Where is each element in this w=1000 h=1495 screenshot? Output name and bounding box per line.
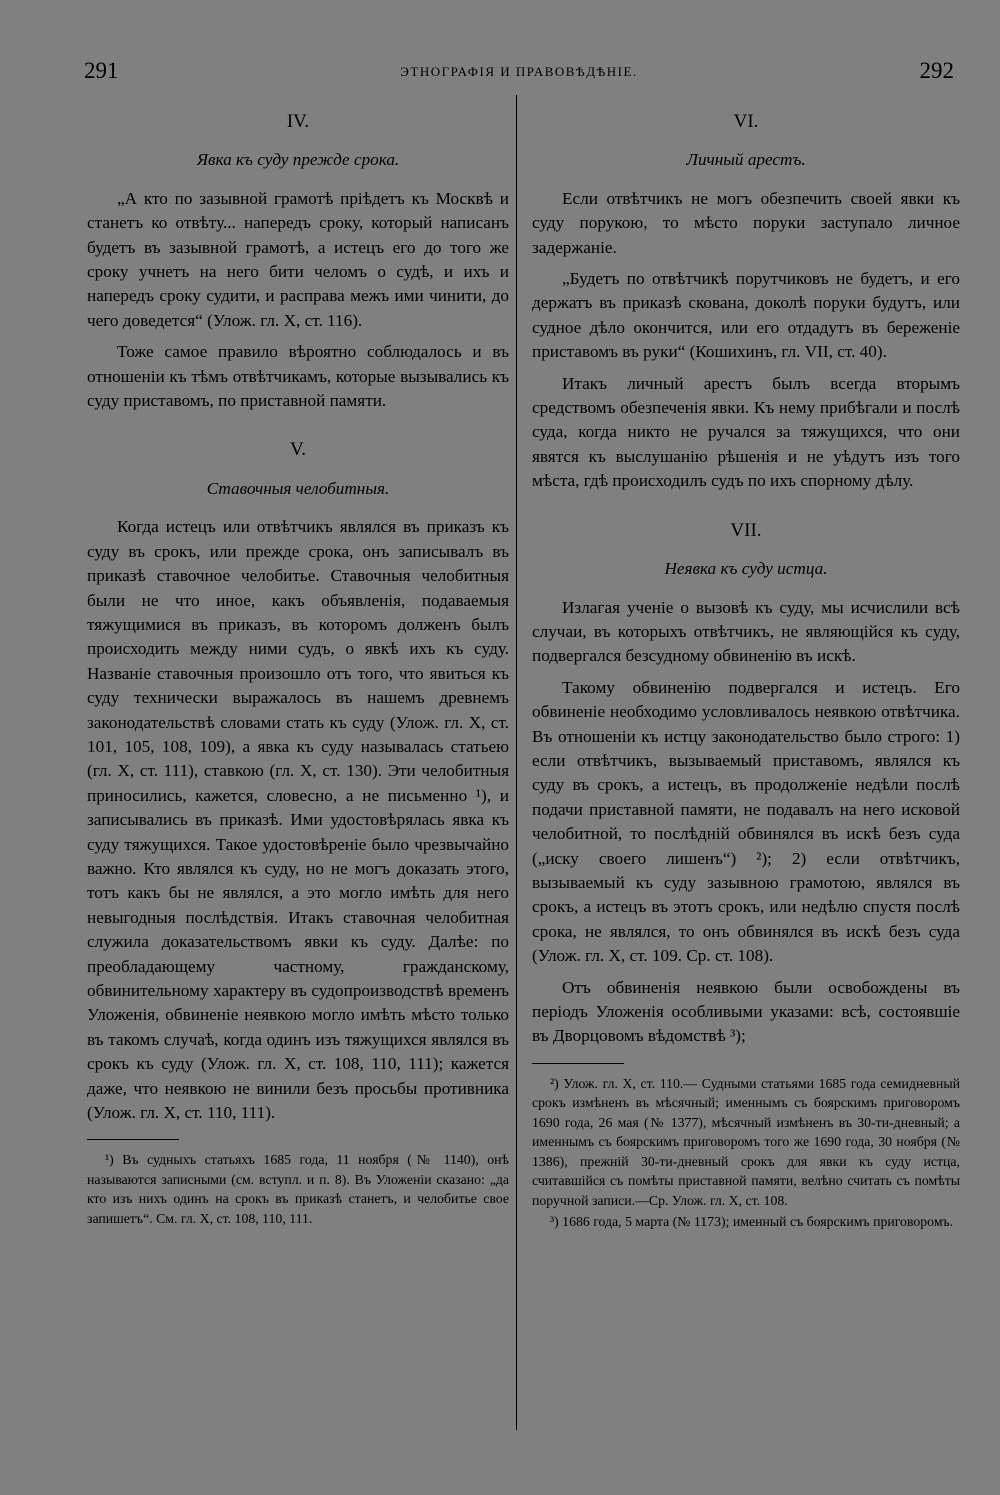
running-title: ЭТНОГРАФІЯ И ПРАВОВѢДѢНІЕ. [400,64,638,79]
section-title: Личный арестъ. [686,150,806,170]
section-title: Неявка къ суду истца. [664,559,828,579]
paragraph: Отъ обвиненія неявкою были освобождены въ періодъ Уложенія особливыми указами: всѣ, состоявшіе въ Дворцовомъ вѣдомствѣ ³); [532,977,960,1046]
page-number-right: 292 [919,58,954,83]
page-number-left: 291 [84,58,119,83]
column-divider [516,95,517,1430]
paragraph: Такому обвиненію подвергался и истецъ. Его обвиненіе необходимо условливалось неявкою отвѣтчика. Въ отношеніи къ истцу законодательство было строго: 1) если отвѣтчикъ, вызываемый приставомъ, являлся къ суду въ срокъ, а истецъ, въ продолженіе недѣли послѣ подачи приставной памяти, не подавалъ на него исковой челобитной, то послѣдній обвинялся въ искѣ безъ суда („иску своего лишенъ“) ²); 2) если отвѣтчикъ, вызываемый къ суду зазывною грамотою, являлся въ срокъ, а истецъ въ этотъ срокъ, или недѣлю спустя послѣ срока, не являлся, то онъ обвинялся въ искѣ безъ суда (Улож. гл. X, ст. 109. Ср. ст. 108). [532,677,960,966]
footnote: ¹) Въ судныхъ статьяхъ 1685 года, 11 ноября (№ 1140), онѣ называются записными (см. вступл. и п. 8). Въ Уложеніи сказано: „да кто изъ нихъ одинъ на срокъ въ приказѣ станетъ, и челобитье свое запишетъ“. См. гл. X, ст. 108, 110, 111. [87,1152,509,1226]
footnote: ³) 1686 года, 5 марта (№ 1173); именный съ боярскимъ приговоромъ. [550,1214,954,1230]
footnote: ²) Улож. гл. X, ст. 110.— Судными статьями 1685 года семидневный срокъ измѣненъ въ мѣсячный; именнымъ съ боярскимъ приговоромъ 1690 года, 26 мая (№ 1377), мѣсячный измѣненъ въ 30-ти-дневный; а именнымъ съ боярскимъ приговоромъ того же 1690 года, 30 ноября (№ 1386), прежній 30-ти-дневный срокъ для явки къ суду истца, считавшійся съ помѣты приставной памяти, велѣно считать съ помѣты поручной записи.—Ср. Улож. гл. X, ст. 108. [532,1075,960,1208]
left-column [87,110,509,1230]
section-title: Ставочныя челобитныя. [206,478,390,498]
paragraph: Излагая ученіе о вызовѣ къ суду, мы исчислили всѣ случаи, въ которыхъ отвѣтчикъ, не являющійся къ суду, подвергался безсудному обвиненію въ искѣ. [532,597,960,666]
paragraph: Если отвѣтчикъ не могъ обезпечить своей явки къ суду порукою, то мѣсто поруки заступало личное задержаніе. [532,188,960,257]
section-number: IV. [286,111,310,132]
footnote-rule [532,1063,624,1064]
section-number: VI. [733,111,759,132]
paragraph: „А кто по зазывной грамотѣ пріѣдетъ къ Москвѣ и станетъ ко отвѣту... напередъ сроку, который написанъ будетъ въ зазывной грамотѣ, а истецъ его до того же сроку учнетъ на него бити челомъ о судѣ, и ихъ и напередъ сроку судити, и расправа межъ ими чинити, до чего доведется“ (Улож. гл. X, ст. 116). [87,188,509,330]
paragraph: Итакъ личный арестъ былъ всегда вторымъ средствомъ обезпеченія явки. Къ нему прибѣгали и послѣ суда, когда никто не ручался за тяжущихся, что они явятся къ выслушанію рѣшенія и не уѣдутъ изъ того мѣста, гдѣ происходилъ судъ по ихъ спорному дѣлу. [532,373,960,491]
section-title: Явка къ суду прежде срока. [196,150,400,170]
right-column [532,110,960,1234]
paragraph: Тоже самое правило вѣроятно соблюдалось и въ отношеніи къ тѣмъ отвѣтчикамъ, которые вызывались къ суду приставомъ, по приставной памяти. [87,342,509,411]
paragraph: Когда истецъ или отвѣтчикъ являлся въ приказъ къ суду въ срокъ, или прежде срока, онъ записывалъ въ приказѣ ставочное челобитье. Ставочныя челобитныя были не что иное, какъ объявленія, подаваемыя тяжущимися въ приказъ, въ которомъ долженъ былъ происходить между ними судъ, о явкѣ ихъ къ суду. Названіе ставочныя произошло отъ того, что явиться къ суду технически выражалось въ нашемъ древнемъ законодательствѣ словами стать къ суду (Улож. гл. X, ст. 101, 105, 108, 109), а явка къ суду называлась статьею (гл. X, ст. 111), ставкою (гл. X, ст. 130). Эти челобитныя приносились, кажется, словесно, а не письменно ¹), и записывались въ приказѣ. Ими удостовѣрялась явка къ суду тяжущихся. Такое удостовѣреніе было чрезвычайно важно. Кто являлся къ суду, но не могъ доказать этого, тотъ какъ бы не являлся, а это могло имѣть для него невыгодныя послѣдствія. Итакъ ставочная челобитная служила доказательствомъ явки къ суду. Далѣе: по преобладающему частному, гражданскому, обвинительному характеру въ судопроизводствѣ временъ Уложенія, обвиненіе неявкою могло имѣть мѣсто только въ такомъ случаѣ, когда одинъ изъ тяжущихся являлся въ срокъ къ суду (Улож. гл. X, ст. 108, 110, 111); кажется даже, что неявкою не винили безъ просьбы противника (Улож. гл. X, ст. 110, 111). [87,517,509,1123]
section-number: VII. [730,519,762,541]
paragraph: „Будетъ по отвѣтчикѣ порутчиковъ не будетъ, и его держатъ въ приказѣ скована, доколѣ поруки будутъ, или судное дѣло окончится, или его отдадутъ въ береженіе приставомъ въ руки“ (Кошихинъ, гл. VII, ст. 40). [532,269,960,362]
section-number: V. [289,439,307,461]
footnote-rule [87,1139,179,1140]
page-header [84,58,954,88]
